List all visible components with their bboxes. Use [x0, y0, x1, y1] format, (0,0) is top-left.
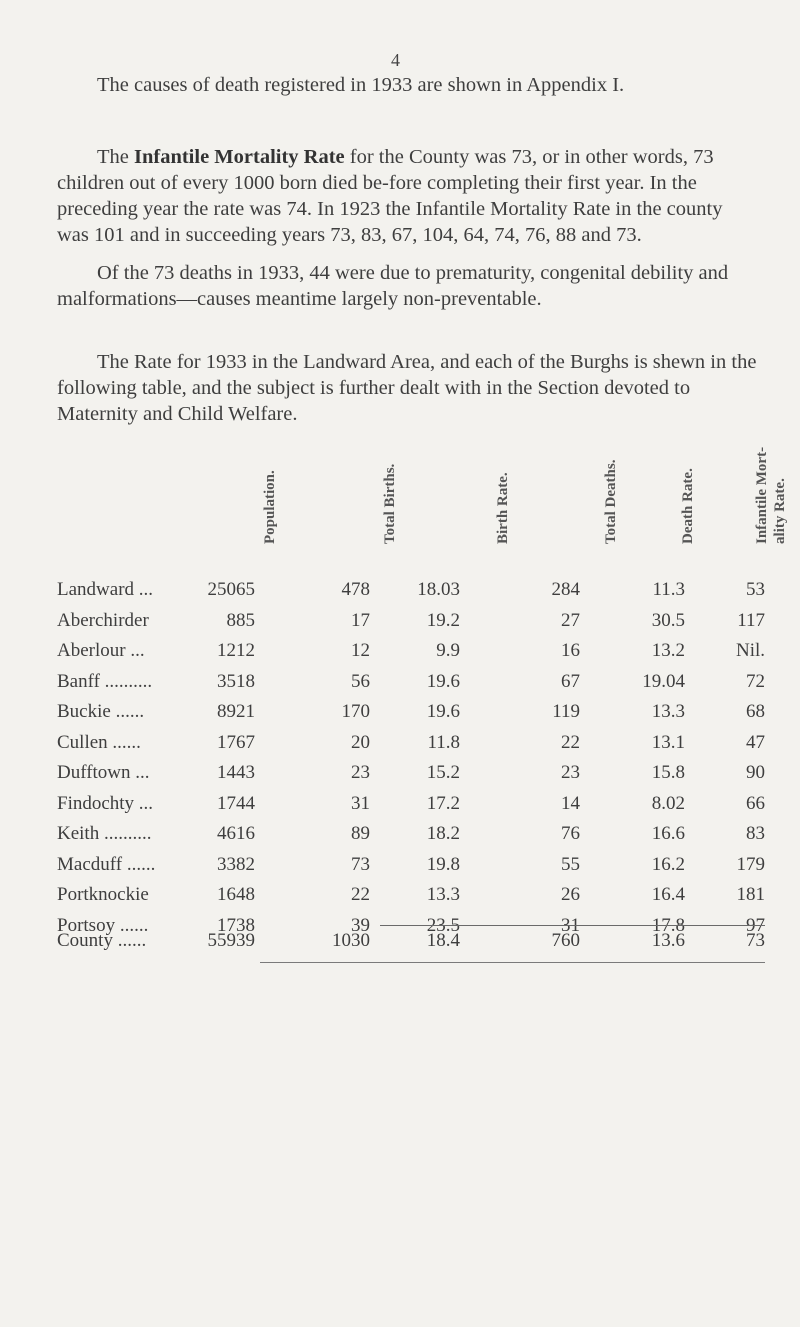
- cell-deaths: 14: [561, 793, 580, 814]
- cell-birth-rate: 19.6: [426, 671, 460, 692]
- cell-birth-rate: 13.3: [426, 884, 460, 905]
- cell-birth-rate: 11.8: [427, 732, 460, 753]
- cell-population: 885: [226, 610, 255, 631]
- cell-imr: Nil.: [735, 640, 765, 661]
- table-row: [0, 854, 800, 884]
- cell-birth-rate: 9.9: [436, 640, 460, 661]
- cell-population: 1212: [217, 640, 255, 661]
- paragraph-deaths-causes: Of the 73 deaths in 1933, 44 were due to prematurity, congenital debility and malformations—causes meantime largely non-preventable.: [57, 262, 729, 310]
- cell-death-rate: 11.3: [652, 579, 685, 600]
- cell-deaths: 55: [561, 854, 580, 875]
- cell-birth-rate: 19.2: [426, 610, 460, 631]
- cell-death-rate: 17.8: [651, 915, 685, 936]
- cell-name: Aberchirder: [57, 610, 149, 631]
- cell-birth-rate: 18.4: [426, 930, 460, 951]
- cell-name: Findochty ...: [57, 793, 154, 814]
- cell-deaths: 26: [561, 884, 580, 905]
- cell-birth-rate: 15.2: [426, 762, 460, 783]
- cell-imr: 97: [746, 915, 765, 936]
- cell-births: 89: [351, 823, 370, 844]
- paragraph-rest: for the County was 73, or in other words, 73 children out of every 1000 born died be-fore completing their first year. In the preceding year the rate was 74. In 1923 the Infantile Mortality Rate in the county was 101 and in succeeding years 73, 83, 67, 104, 64, 74, 76, 88 and 73.: [57, 146, 723, 246]
- cell-imr: 47: [746, 732, 765, 753]
- cell-death-rate: 13.3: [651, 701, 685, 722]
- cell-death-rate: 16.2: [651, 854, 685, 875]
- cell-death-rate: 30.5: [651, 610, 685, 631]
- cell-population: 3518: [217, 671, 255, 692]
- cell-name: Cullen ......: [57, 732, 141, 753]
- cell-death-rate: 19.04: [642, 671, 685, 692]
- table-row: [0, 701, 800, 731]
- table-row: [0, 640, 800, 670]
- cell-births: 20: [351, 732, 370, 753]
- cell-births: 1030: [332, 930, 370, 951]
- cell-imr: 66: [746, 793, 765, 814]
- table-row: [0, 762, 800, 792]
- cell-imr: 179: [736, 854, 765, 875]
- cell-death-rate: 13.2: [651, 640, 685, 661]
- cell-imr: 181: [736, 884, 765, 905]
- cell-population: 1767: [217, 732, 255, 753]
- cell-births: 56: [351, 671, 370, 692]
- cell-name: Dufftown ...: [57, 762, 150, 783]
- cell-births: 170: [341, 701, 370, 722]
- cell-deaths: 760: [551, 930, 580, 951]
- cell-name: Landward ...: [57, 579, 154, 600]
- cell-births: 39: [351, 915, 370, 936]
- cell-birth-rate: 23.5: [426, 915, 460, 936]
- table-row: [0, 884, 800, 914]
- cell-imr: 68: [746, 701, 765, 722]
- cell-births: 23: [351, 762, 370, 783]
- cell-name: Banff ..........: [57, 671, 153, 692]
- cell-birth-rate: 18.2: [426, 823, 460, 844]
- cell-imr: 73: [746, 930, 765, 951]
- cell-birth-rate: 17.2: [426, 793, 460, 814]
- cell-imr: 117: [737, 610, 765, 631]
- cell-imr: 83: [746, 823, 765, 844]
- cell-name: Buckie ......: [57, 701, 145, 722]
- paragraph-bold-term: Infantile Mortality Rate: [134, 146, 345, 168]
- table-row: [0, 732, 800, 762]
- page-number: 4: [391, 50, 400, 70]
- cell-population: 25065: [207, 579, 255, 600]
- cell-population: 1744: [217, 793, 255, 814]
- table-row: [0, 793, 800, 823]
- cell-births: 478: [341, 579, 370, 600]
- table-row-total: [0, 930, 800, 960]
- cell-population: 1648: [217, 884, 255, 905]
- cell-imr: 90: [746, 762, 765, 783]
- table-row: [0, 823, 800, 853]
- table-row: [0, 610, 800, 640]
- cell-deaths: 67: [561, 671, 580, 692]
- cell-birth-rate: 19.6: [426, 701, 460, 722]
- cell-name: Portknockie: [57, 884, 149, 905]
- cell-deaths: 31: [561, 915, 580, 936]
- total-rule: [380, 925, 765, 926]
- cell-death-rate: 15.8: [651, 762, 685, 783]
- table-row: [0, 671, 800, 701]
- cell-death-rate: 16.4: [651, 884, 685, 905]
- cell-population: 1738: [217, 915, 255, 936]
- cell-imr: 72: [746, 671, 765, 692]
- cell-deaths: 16: [561, 640, 580, 661]
- cell-births: 17: [351, 610, 370, 631]
- paragraph-infantile-mortality: [57, 144, 757, 248]
- cell-population: 8921: [217, 701, 255, 722]
- cell-deaths: 284: [551, 579, 580, 600]
- cell-population: 3382: [217, 854, 255, 875]
- cell-death-rate: 13.6: [651, 930, 685, 951]
- cell-death-rate: 8.02: [651, 793, 685, 814]
- bottom-rule: [260, 962, 765, 963]
- cell-name: County ......: [57, 930, 147, 951]
- paragraph-rate-table-intro: The Rate for 1933 in the Landward Area, and each of the Burghs is shewn in the following table, and the subject is further dealt with in the Section devoted to Maternity and Child Welfare.: [57, 351, 757, 425]
- cell-imr: 53: [746, 579, 765, 600]
- cell-deaths: 119: [552, 701, 580, 722]
- cell-population: 55939: [207, 930, 255, 951]
- cell-births: 31: [351, 793, 370, 814]
- cell-deaths: 27: [561, 610, 580, 631]
- cell-name: Aberlour ...: [57, 640, 145, 661]
- cell-name: Portsoy ......: [57, 915, 149, 936]
- paragraph-appendix: The causes of death registered in 1933 are shown in Appendix I.: [97, 74, 625, 96]
- cell-deaths: 23: [561, 762, 580, 783]
- paragraph-lead: The: [97, 146, 134, 168]
- cell-deaths: 76: [561, 823, 580, 844]
- cell-births: 22: [351, 884, 370, 905]
- cell-population: 1443: [217, 762, 255, 783]
- cell-births: 73: [351, 854, 370, 875]
- cell-death-rate: 16.6: [651, 823, 685, 844]
- cell-births: 12: [351, 640, 370, 661]
- table-row: [0, 579, 800, 609]
- cell-deaths: 22: [561, 732, 580, 753]
- cell-death-rate: 13.1: [651, 732, 685, 753]
- cell-name: Keith ..........: [57, 823, 152, 844]
- cell-birth-rate: 18.03: [417, 579, 460, 600]
- cell-population: 4616: [217, 823, 255, 844]
- cell-birth-rate: 19.8: [426, 854, 460, 875]
- cell-name: Macduff ......: [57, 854, 156, 875]
